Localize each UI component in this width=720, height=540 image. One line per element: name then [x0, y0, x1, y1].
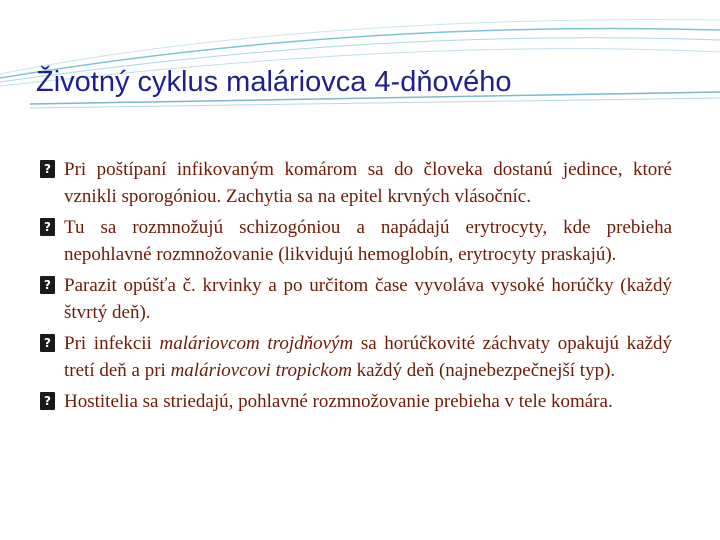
text-segment: Pri poštípaní infikovaným komárom sa do človeka dostanú jedince, ktoré vznikli sporogóniou. Zachytia sa na epitel krvných vlásočníc.: [64, 159, 672, 207]
bullet-text: [64, 333, 672, 381]
bullet-text: [64, 275, 672, 323]
text-segment: Parazit opúšťa č. krvinky a po určitom čase vyvoláva vysoké horúčky (každý štvrtý deň).: [64, 275, 672, 323]
bullet-item: [40, 272, 672, 326]
slide-title: Životný cyklus maláriovca 4-dňového: [36, 66, 512, 98]
bullet-item: [40, 388, 672, 415]
bullet-text: [64, 159, 672, 207]
text-segment: každý deň (najnebezpečnejší typ).: [351, 360, 616, 381]
bullet-item: [40, 214, 672, 268]
replacement-character-icon: ?: [40, 392, 55, 410]
bullet-text: [64, 391, 613, 412]
text-segment: sa horúčkovité záchvaty opakujú každý tretí deň a pri: [64, 333, 673, 381]
replacement-character-icon: ?: [40, 218, 55, 236]
bullet-text: [64, 217, 672, 265]
bullet-item: [40, 156, 672, 210]
replacement-character-icon: ?: [40, 160, 55, 178]
text-segment: Hostitelia sa striedajú, pohlavné rozmnožovanie prebieha v tele komára.: [64, 391, 613, 412]
replacement-character-icon: ?: [40, 334, 55, 352]
italic-term: maláriovcom trojdňovým: [159, 333, 354, 354]
bullet-item: [40, 330, 672, 384]
italic-term: maláriovcovi tropickom: [170, 360, 352, 381]
text-segment: Pri infekcii: [64, 333, 160, 354]
bullet-list: [40, 156, 672, 419]
header-swoosh-decoration: [0, 0, 720, 120]
text-segment: Tu sa rozmnožujú schizogóniou a napádajú erytrocyty, kde prebieha nepohlavné rozmnožovanie (likvidujú hemoglobín, erytrocyty praskajú).: [64, 217, 672, 265]
replacement-character-icon: ?: [40, 276, 55, 294]
